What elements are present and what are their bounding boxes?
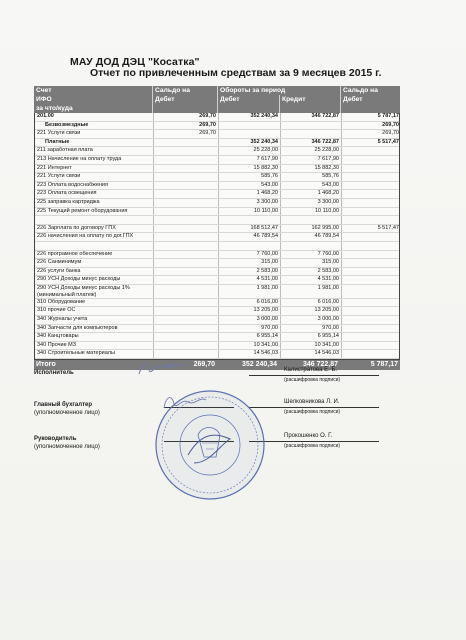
row-opening-debit [153, 233, 218, 241]
table-row [35, 299, 399, 308]
row-label: 290 УСН Доходы минус расходы 1% (минимальный платеж) [37, 285, 130, 298]
total-closing: 5 787,17 [370, 361, 398, 369]
row-turnover-credit: 3 000,00 [280, 316, 341, 324]
row-turnover-credit [280, 242, 341, 250]
table-row [35, 156, 399, 165]
row-opening-debit: 269,70 [153, 113, 218, 121]
executor-role: Исполнитель [34, 370, 74, 376]
row-turnover-debit: 3 300,00 [218, 199, 280, 207]
row-turnover-debit: 15 882,30 [218, 165, 280, 173]
row-label: 226 Зарплата по договору ГПХ [37, 224, 116, 231]
row-opening-debit [153, 316, 218, 324]
row-closing-debit [341, 190, 401, 198]
row-turnover-credit: 6 016,00 [280, 299, 341, 307]
row-label: 221 Интернет [37, 164, 72, 171]
total-opening: 269,70 [193, 361, 215, 369]
row-opening-debit [153, 225, 218, 233]
row-closing-debit [341, 259, 401, 267]
row-opening-debit [153, 216, 218, 224]
row-label: 340 Запчасти для компьютеров [37, 324, 118, 331]
row-turnover-credit: 543,00 [280, 182, 341, 190]
organization-name: МАУ ДОД ДЭЦ "Косатка" [70, 56, 200, 68]
header-debit-3: Дебет [340, 95, 400, 104]
header-turnover: Обороты за период [217, 86, 340, 95]
table-row [35, 242, 399, 251]
row-turnover-debit: 3 000,00 [218, 316, 280, 324]
row-turnover-credit: 25 228,00 [280, 147, 341, 155]
row-closing-debit: 269,70 [341, 130, 401, 138]
head-name: Прокошенко О. Г. [284, 433, 333, 439]
row-opening-debit [153, 259, 218, 267]
table-body [34, 113, 400, 360]
row-opening-debit [153, 173, 218, 181]
table-row [35, 208, 399, 217]
table-row [35, 147, 399, 156]
row-opening-debit [153, 156, 218, 164]
row-opening-debit [153, 251, 218, 259]
row-label: 310 прочие ОС [37, 307, 76, 314]
row-turnover-credit: 315,00 [280, 259, 341, 267]
table-row [35, 233, 399, 242]
row-label: 223 Оплата водоснабжения [37, 181, 108, 188]
row-turnover-debit: 585,76 [218, 173, 280, 181]
row-turnover-credit [280, 122, 341, 130]
row-turnover-debit: 14 546,03 [218, 350, 280, 358]
row-turnover-debit: 13 205,00 [218, 307, 280, 315]
row-turnover-debit: 315,00 [218, 259, 280, 267]
row-label: 226 програмное обеспечение [37, 250, 113, 257]
row-label: 310 Оборудование [37, 298, 86, 305]
row-label: 340 Строительные материалы [37, 350, 115, 357]
table-row [35, 139, 399, 148]
table-row [35, 225, 399, 234]
row-label: 225 Текущий ремонт оборудования [37, 207, 128, 214]
head-subtitle: (уполномоченное лицо) [34, 444, 100, 450]
row-opening-debit [153, 276, 218, 284]
row-closing-debit [341, 333, 401, 341]
header-ifo: ИФО [36, 96, 52, 103]
row-turnover-credit [280, 216, 341, 224]
row-label: 290 УСН Доходы минус расходы [37, 276, 121, 283]
row-turnover-debit [218, 130, 280, 138]
row-turnover-credit: 346 722,87 [280, 139, 341, 147]
accountant-name: Шелковникова Л. И. [284, 399, 340, 405]
header-row-2 [34, 95, 400, 104]
row-turnover-debit: 7 617,90 [218, 156, 280, 164]
row-turnover-debit: 352 240,34 [218, 113, 280, 121]
row-turnover-debit: 6 016,00 [218, 299, 280, 307]
row-turnover-debit: 6 955,14 [218, 333, 280, 341]
table-row [35, 333, 399, 342]
row-label: 213 Начисление на оплату труда [37, 155, 122, 162]
header-credit: Кредит [279, 95, 340, 104]
row-turnover-credit: 10 110,00 [280, 208, 341, 216]
report-table [34, 86, 400, 370]
row-turnover-credit: 1 468,20 [280, 190, 341, 198]
table-row [35, 307, 399, 316]
executor-decode-note: (расшифровка подписи) [284, 377, 341, 383]
table-row [35, 165, 399, 174]
row-turnover-credit: 46 789,54 [280, 233, 341, 241]
row-turnover-credit [280, 130, 341, 138]
row-opening-debit [153, 190, 218, 198]
row-turnover-debit: 1 981,00 [218, 285, 280, 298]
row-turnover-credit: 7 617,90 [280, 156, 341, 164]
row-closing-debit: 5 517,47 [341, 225, 401, 233]
row-opening-debit [153, 242, 218, 250]
header-purpose: за что/куда [36, 105, 73, 112]
row-closing-debit [341, 285, 401, 298]
row-turnover-credit: 7 760,00 [280, 251, 341, 259]
row-label: 226 Санминимум [37, 259, 82, 266]
row-closing-debit: 5 787,17 [341, 113, 401, 121]
row-label [37, 216, 153, 224]
row-label: 226 услуги банка [37, 267, 81, 274]
row-turnover-debit: 543,00 [218, 182, 280, 190]
row-turnover-debit [218, 122, 280, 130]
row-opening-debit [153, 147, 218, 155]
row-opening-debit: 269,70 [153, 130, 218, 138]
table-row [35, 190, 399, 199]
accountant-subtitle: (уполномоченное лицо) [34, 410, 100, 416]
row-turnover-credit: 346 722,87 [280, 113, 341, 121]
row-closing-debit [341, 173, 401, 181]
table-row [35, 276, 399, 285]
row-turnover-debit [218, 242, 280, 250]
header-row-3 [34, 104, 400, 113]
row-turnover-credit: 1 981,00 [280, 285, 341, 298]
row-turnover-debit: 1 468,20 [218, 190, 280, 198]
row-turnover-credit: 6 955,14 [280, 333, 341, 341]
table-row [35, 173, 399, 182]
total-row [34, 360, 400, 370]
row-closing-debit [341, 299, 401, 307]
table-header [34, 86, 400, 113]
row-turnover-credit: 10 341,00 [280, 342, 341, 350]
row-closing-debit [341, 147, 401, 155]
row-label: 211 заработная плата [37, 147, 93, 154]
header-debit-1: Дебет [152, 95, 217, 104]
row-closing-debit [341, 276, 401, 284]
report-title: Отчет по привлеченным средствам за 9 месяцев 2015 г. [90, 67, 382, 79]
row-turnover-debit [218, 216, 280, 224]
table-row [35, 350, 399, 359]
row-opening-debit: 269,70 [153, 122, 218, 130]
total-credit: 346 722,87 [302, 361, 338, 369]
row-turnover-credit: 2 583,00 [280, 268, 341, 276]
row-label: 201.00 [37, 113, 54, 119]
executor-name: Калистратова Е. Б. [284, 367, 338, 373]
row-closing-debit: 269,70 [341, 122, 401, 130]
row-closing-debit [341, 251, 401, 259]
head-role: Руководитель [34, 436, 77, 442]
row-turnover-debit: 970,00 [218, 325, 280, 333]
row-closing-debit [341, 165, 401, 173]
table-row [35, 199, 399, 208]
header-blank-1 [152, 104, 217, 113]
row-turnover-credit: 3 300,00 [280, 199, 341, 207]
row-turnover-credit: 970,00 [280, 325, 341, 333]
table-row [35, 251, 399, 260]
row-opening-debit [153, 139, 218, 147]
row-turnover-credit: 14 546,03 [280, 350, 341, 358]
row-closing-debit [341, 156, 401, 164]
row-opening-debit [153, 333, 218, 341]
row-label: Платные [45, 138, 70, 145]
row-label: 340 Прочие МЗ [37, 341, 77, 348]
row-turnover-debit: 46 789,54 [218, 233, 280, 241]
table-row [35, 325, 399, 334]
table-row [35, 130, 399, 139]
row-closing-debit [341, 233, 401, 241]
row-closing-debit: 5 517,47 [341, 139, 401, 147]
signature-executor [34, 367, 414, 386]
row-turnover-debit: 10 341,00 [218, 342, 280, 350]
row-label: 226 начисления на оплату по дог.ГПХ [37, 233, 134, 240]
table-row [35, 259, 399, 268]
row-closing-debit [341, 268, 401, 276]
row-opening-debit [153, 325, 218, 333]
official-stamp [150, 385, 270, 505]
row-closing-debit [341, 199, 401, 207]
row-opening-debit [153, 285, 218, 298]
row-opening-debit [153, 199, 218, 207]
row-label: 225 заправка картриджа [37, 198, 100, 205]
table-row [35, 342, 399, 351]
row-closing-debit [341, 350, 401, 358]
row-turnover-debit: 168 512,47 [218, 225, 280, 233]
row-closing-debit [341, 307, 401, 315]
row-opening-debit [153, 182, 218, 190]
row-closing-debit [341, 316, 401, 324]
row-label [37, 242, 153, 250]
total-label: Итого [36, 361, 56, 369]
total-debit: 352 240,34 [241, 361, 277, 369]
row-closing-debit [341, 325, 401, 333]
row-turnover-debit: 2 583,00 [218, 268, 280, 276]
accountant-decode-note: (расшифровка подписи) [284, 409, 341, 415]
row-label: 221 Услуги связи [37, 130, 81, 137]
row-opening-debit [153, 342, 218, 350]
table-row [35, 268, 399, 277]
row-closing-debit [341, 342, 401, 350]
header-closing-balance: Сальдо на [340, 86, 400, 95]
row-turnover-debit: 10 110,00 [218, 208, 280, 216]
header-blank-2 [217, 104, 279, 113]
table-row [35, 122, 399, 131]
row-turnover-credit: 13 205,00 [280, 307, 341, 315]
row-turnover-debit: 7 760,00 [218, 251, 280, 259]
row-opening-debit [153, 268, 218, 276]
row-label: 221 Услуги связи [37, 173, 81, 180]
row-opening-debit [153, 299, 218, 307]
table-row [35, 316, 399, 325]
executor-signature-scribble [135, 356, 195, 380]
row-turnover-credit: 15 882,30 [280, 165, 341, 173]
row-opening-debit [153, 208, 218, 216]
row-closing-debit [341, 216, 401, 224]
row-label: 340 Канцтовары [37, 333, 79, 340]
row-closing-debit [341, 182, 401, 190]
table-row [35, 216, 399, 225]
header-blank-4 [340, 104, 400, 113]
table-row [35, 113, 399, 122]
row-turnover-credit: 162 995,00 [280, 225, 341, 233]
row-opening-debit [153, 165, 218, 173]
row-turnover-credit: 4 531,00 [280, 276, 341, 284]
table-row [35, 182, 399, 191]
header-blank-3 [279, 104, 340, 113]
row-label: Безвозмездные [45, 121, 89, 128]
header-debit-2: Дебет [217, 95, 279, 104]
header-opening-balance: Сальдо на [152, 86, 217, 95]
table-row [35, 285, 399, 299]
row-opening-debit [153, 307, 218, 315]
row-label: 340 Журналы учета [37, 316, 88, 323]
row-closing-debit [341, 242, 401, 250]
row-closing-debit [341, 208, 401, 216]
row-turnover-credit: 585,76 [280, 173, 341, 181]
head-decode-note: (расшифровка подписи) [284, 443, 341, 449]
executor-name-line [249, 375, 379, 376]
row-turnover-debit: 4 531,00 [218, 276, 280, 284]
accountant-role: Главный бухгалтер [34, 402, 93, 408]
row-label: 223 Оплата освещения [37, 190, 97, 197]
header-row-1 [34, 86, 400, 95]
header-account: Счет [36, 87, 52, 94]
row-turnover-debit: 352 240,34 [218, 139, 280, 147]
row-turnover-debit: 25 228,00 [218, 147, 280, 155]
